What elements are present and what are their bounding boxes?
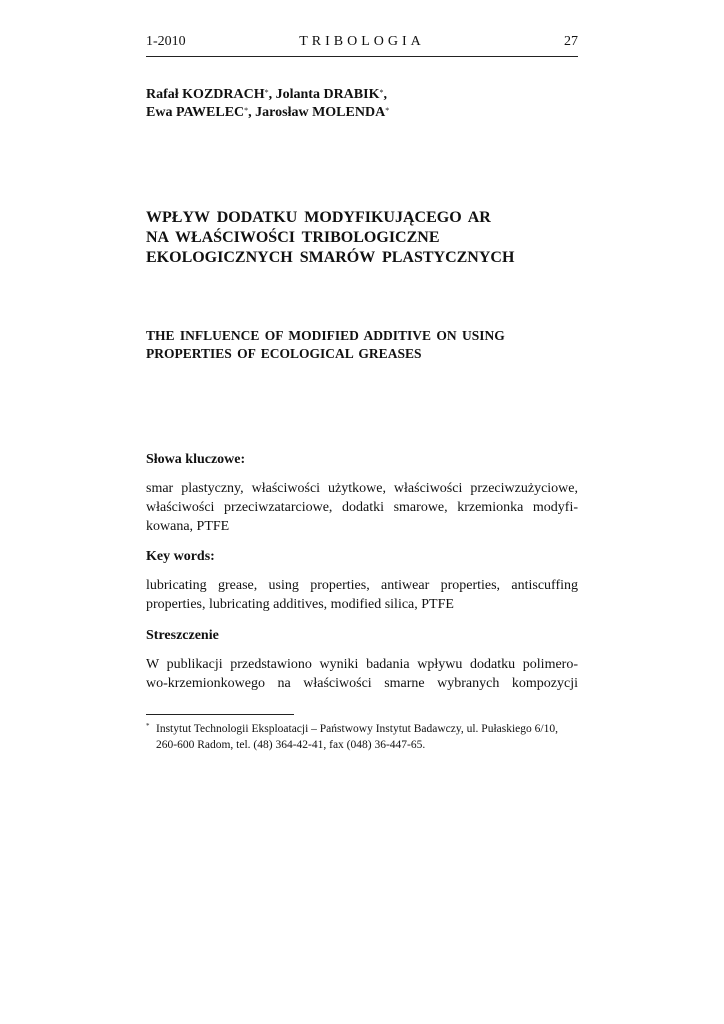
- author-line-2: [146, 104, 389, 122]
- page-number: 27: [564, 34, 578, 49]
- issue-number: 1-2010: [146, 34, 186, 49]
- affiliation-mark: *: [244, 106, 249, 115]
- abstract-heading: Streszczenie: [146, 628, 219, 643]
- text-line: properties, lubricating additives, modified silica, PTFE: [146, 597, 454, 612]
- affiliation-footnote: [146, 721, 578, 753]
- author-name: Jolanta DRABIK: [275, 87, 380, 102]
- journal-name: TRIBOLOGIA: [299, 34, 425, 49]
- footnote-divider: [146, 714, 294, 715]
- title-line: EKOLOGICZNYCH SMARÓW PLASTYCZNYCH: [146, 249, 515, 266]
- text-line: wo-krzemionkowego na właściwości smarne wybranych kompozycji: [146, 676, 578, 691]
- affiliation-mark: *: [264, 88, 269, 97]
- footnote-line: Instytut Technologii Eksploatacji – Państwowy Instytut Badawczy, ul. Pułaskiego 6/10,: [156, 723, 558, 735]
- keywords-polish-section: [146, 450, 578, 536]
- abstract-section: [146, 626, 578, 693]
- author-name: Ewa PAWELEC: [146, 105, 245, 120]
- title-line: NA WŁAŚCIWOŚCI TRIBOLOGICZNE: [146, 229, 440, 246]
- affiliation-mark: *: [385, 106, 390, 115]
- text-line: kowana, PTFE: [146, 519, 230, 534]
- footnote-line: 260-600 Radom, tel. (48) 364-42-41, fax (048) 36-447-65.: [156, 739, 426, 751]
- title-line: THE INFLUENCE OF MODIFIED ADDITIVE ON USING: [146, 328, 505, 343]
- title-line: WPŁYW DODATKU MODYFIKUJĄCEGO AR: [146, 209, 491, 226]
- author-separator: ,: [248, 105, 256, 120]
- author-line-1: [146, 86, 389, 104]
- affiliation-mark: *: [379, 88, 384, 97]
- keywords-polish-heading: Słowa kluczowe:: [146, 452, 246, 467]
- title-english: [146, 327, 586, 363]
- keywords-english-section: [146, 547, 578, 614]
- text-line: właściwości przeciwzatarciowe, dodatki smarowe, krzemionka modyfi-: [146, 500, 578, 515]
- title-line: PROPERTIES OF ECOLOGICAL GREASES: [146, 346, 422, 361]
- title-polish: [146, 208, 586, 268]
- author-list: [146, 86, 389, 122]
- author-separator: ,: [268, 87, 276, 102]
- author-separator: ,: [383, 87, 387, 102]
- running-header: [146, 34, 578, 57]
- footnote-mark: *: [146, 722, 150, 730]
- author-name: Rafał KOZDRACH: [146, 87, 265, 102]
- text-line: W publikacji przedstawiono wyniki badania wpływu dodatku polimero-: [146, 657, 578, 672]
- keywords-english-text: [146, 576, 578, 614]
- author-name: Jarosław MOLENDA: [255, 105, 386, 120]
- keywords-polish-text: [146, 479, 578, 536]
- abstract-text: [146, 655, 578, 693]
- text-line: lubricating grease, using properties, antiwear properties, antiscuffing: [146, 578, 578, 593]
- text-line: smar plastyczny, właściwości użytkowe, właściwości przeciwzużyciowe,: [146, 481, 578, 496]
- keywords-english-heading: Key words:: [146, 549, 215, 564]
